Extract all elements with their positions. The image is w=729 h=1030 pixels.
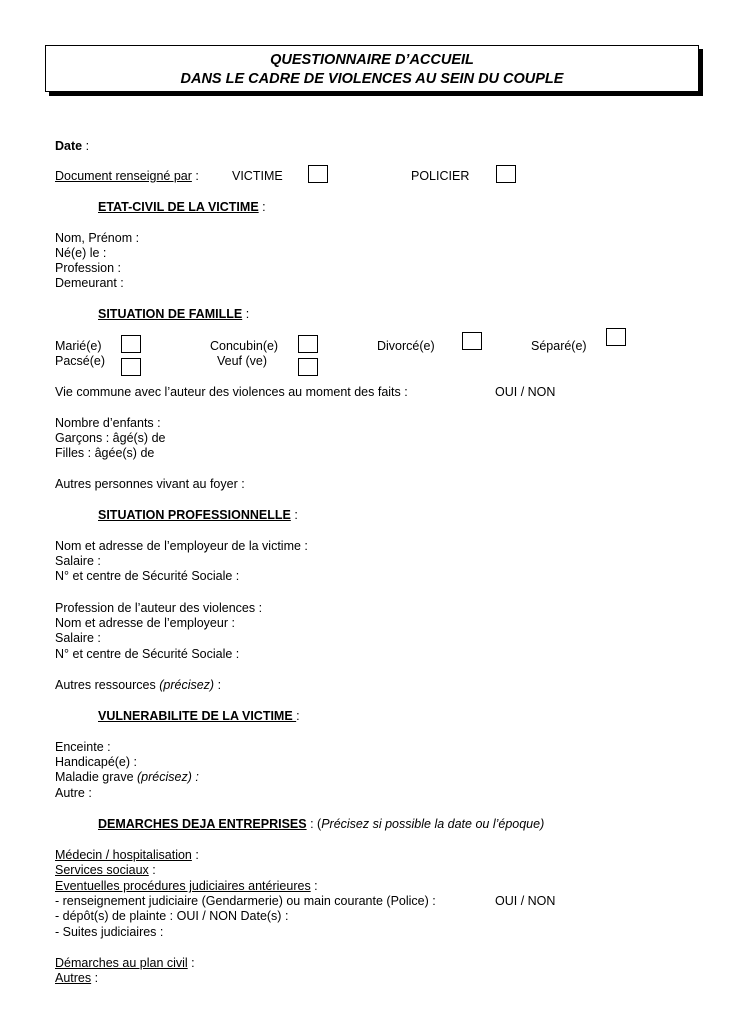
vuln-suffix: : [296, 709, 300, 723]
field-salaire-auteur: Salaire : [55, 631, 101, 645]
section-etat-civil [98, 200, 266, 215]
field-demeurant: Demeurant : [55, 276, 124, 290]
field-employeur-victime: Nom et adresse de l’employeur de la victime : [55, 539, 308, 553]
option-pacse: Pacsé(e) [55, 354, 106, 368]
demarches-heading: DEMARCHES DEJA ENTREPRISES [98, 817, 307, 831]
field-autre: Autre : [55, 786, 92, 800]
field-filles: Filles : âgée(s) de [55, 446, 155, 460]
medecin-colon: : [191, 848, 199, 862]
date-line [55, 139, 89, 154]
field-profession: Profession : [55, 261, 122, 275]
option-divorce: Divorcé(e) [377, 339, 435, 353]
famille-heading: SITUATION DE FAMILLE [98, 307, 243, 321]
field-profession-auteur: Profession de l’auteur des violences : [55, 601, 263, 615]
medecin-label: Médecin / hospitalisation [55, 848, 192, 862]
maladie-label: Maladie grave [55, 770, 137, 784]
services-colon: : [148, 863, 156, 877]
field-services-sociaux [55, 863, 156, 878]
option-victime: VICTIME [232, 169, 283, 183]
option-veuf: Veuf (ve) [217, 354, 268, 368]
field-autres [55, 971, 98, 986]
field-nom-prenom: Nom, Prénom : [55, 231, 140, 245]
section-vulnerabilite [98, 709, 300, 724]
procedures-colon: : [310, 879, 318, 893]
demarches-note: Précisez si possible la date ou l’époque) [321, 817, 545, 831]
civil-colon: : [187, 956, 195, 970]
date-suffix: : [82, 139, 90, 153]
vuln-heading: VULNERABILITE DE LA VICTIME [98, 709, 297, 723]
famille-suffix: : [242, 307, 250, 321]
field-suites-judiciaires: - Suites judiciaires : [55, 925, 164, 939]
option-concubin: Concubin(e) [210, 339, 279, 353]
autres-colon: : [91, 971, 99, 985]
checkbox-victime[interactable] [308, 165, 328, 183]
field-secu-auteur: N° et centre de Sécurité Sociale : [55, 647, 240, 661]
field-salaire-victime: Salaire : [55, 554, 101, 568]
field-depot-plainte: - dépôt(s) de plainte : OUI / NON Date(s) : [55, 909, 289, 923]
checkbox-pacse[interactable] [121, 358, 141, 376]
checkbox-policier[interactable] [496, 165, 516, 183]
maladie-precisez: (précisez) : [137, 770, 199, 784]
vie-commune-oui-non[interactable]: OUI / NON [495, 385, 556, 399]
field-demarches-civil [55, 956, 195, 971]
section-demarches [98, 817, 544, 832]
procedures-label: Eventuelles procédures judiciaires antérieures [55, 879, 311, 893]
option-marie: Marié(e) [55, 339, 102, 353]
field-autres-ressources [55, 678, 221, 693]
field-garcons: Garçons : âgé(s) de [55, 431, 166, 445]
field-employeur-auteur: Nom et adresse de l’employeur : [55, 616, 235, 630]
field-ne-le: Né(e) le : [55, 246, 107, 260]
section-professionnelle [98, 508, 298, 523]
field-nombre-enfants: Nombre d’enfants : [55, 416, 161, 430]
option-policier: POLICIER [411, 169, 470, 183]
field-autres-personnes: Autres personnes vivant au foyer : [55, 477, 245, 491]
ressources-suffix: : [214, 678, 222, 692]
doc-par-suffix: : [191, 169, 199, 183]
field-maladie-grave [55, 770, 199, 785]
title-line-1: QUESTIONNAIRE D’ACCUEIL [270, 52, 474, 68]
checkbox-marie[interactable] [121, 335, 141, 353]
title-line-2: DANS LE CADRE DE VIOLENCES AU SEIN DU COUPLE [180, 71, 564, 87]
date-label: Date [55, 139, 83, 153]
title-box [45, 45, 699, 92]
doc-par-label: Document renseigné par [55, 169, 192, 183]
checkbox-concubin[interactable] [298, 335, 318, 353]
section-famille [98, 307, 249, 322]
checkbox-veuf[interactable] [298, 358, 318, 376]
field-medecin [55, 848, 199, 863]
field-enceinte: Enceinte : [55, 740, 111, 754]
pro-heading: SITUATION PROFESSIONNELLE [98, 508, 291, 522]
field-secu-victime: N° et centre de Sécurité Sociale : [55, 569, 240, 583]
demarches-suffix: : ( [306, 817, 322, 831]
vie-commune-label: Vie commune avec l’auteur des violences au moment des faits : [55, 385, 408, 399]
pro-suffix: : [290, 508, 298, 522]
etat-civil-suffix: : [258, 200, 266, 214]
civil-label: Démarches au plan civil [55, 956, 188, 970]
field-renseignement: - renseignement judiciaire (Gendarmerie) ou main courante (Police) : [55, 894, 436, 908]
field-procedures [55, 879, 318, 894]
doc-par-line [55, 169, 199, 184]
field-handicape: Handicapé(e) : [55, 755, 137, 769]
checkbox-divorce[interactable] [462, 332, 482, 350]
etat-civil-heading: ETAT-CIVIL DE LA VICTIME [98, 200, 259, 214]
checkbox-separe[interactable] [606, 328, 626, 346]
ressources-precisez: (précisez) [159, 678, 215, 692]
ressources-label: Autres ressources [55, 678, 160, 692]
option-separe: Séparé(e) [531, 339, 587, 353]
autres-label: Autres [55, 971, 92, 985]
services-label: Services sociaux [55, 863, 149, 877]
renseignement-oui-non[interactable]: OUI / NON [495, 894, 556, 908]
